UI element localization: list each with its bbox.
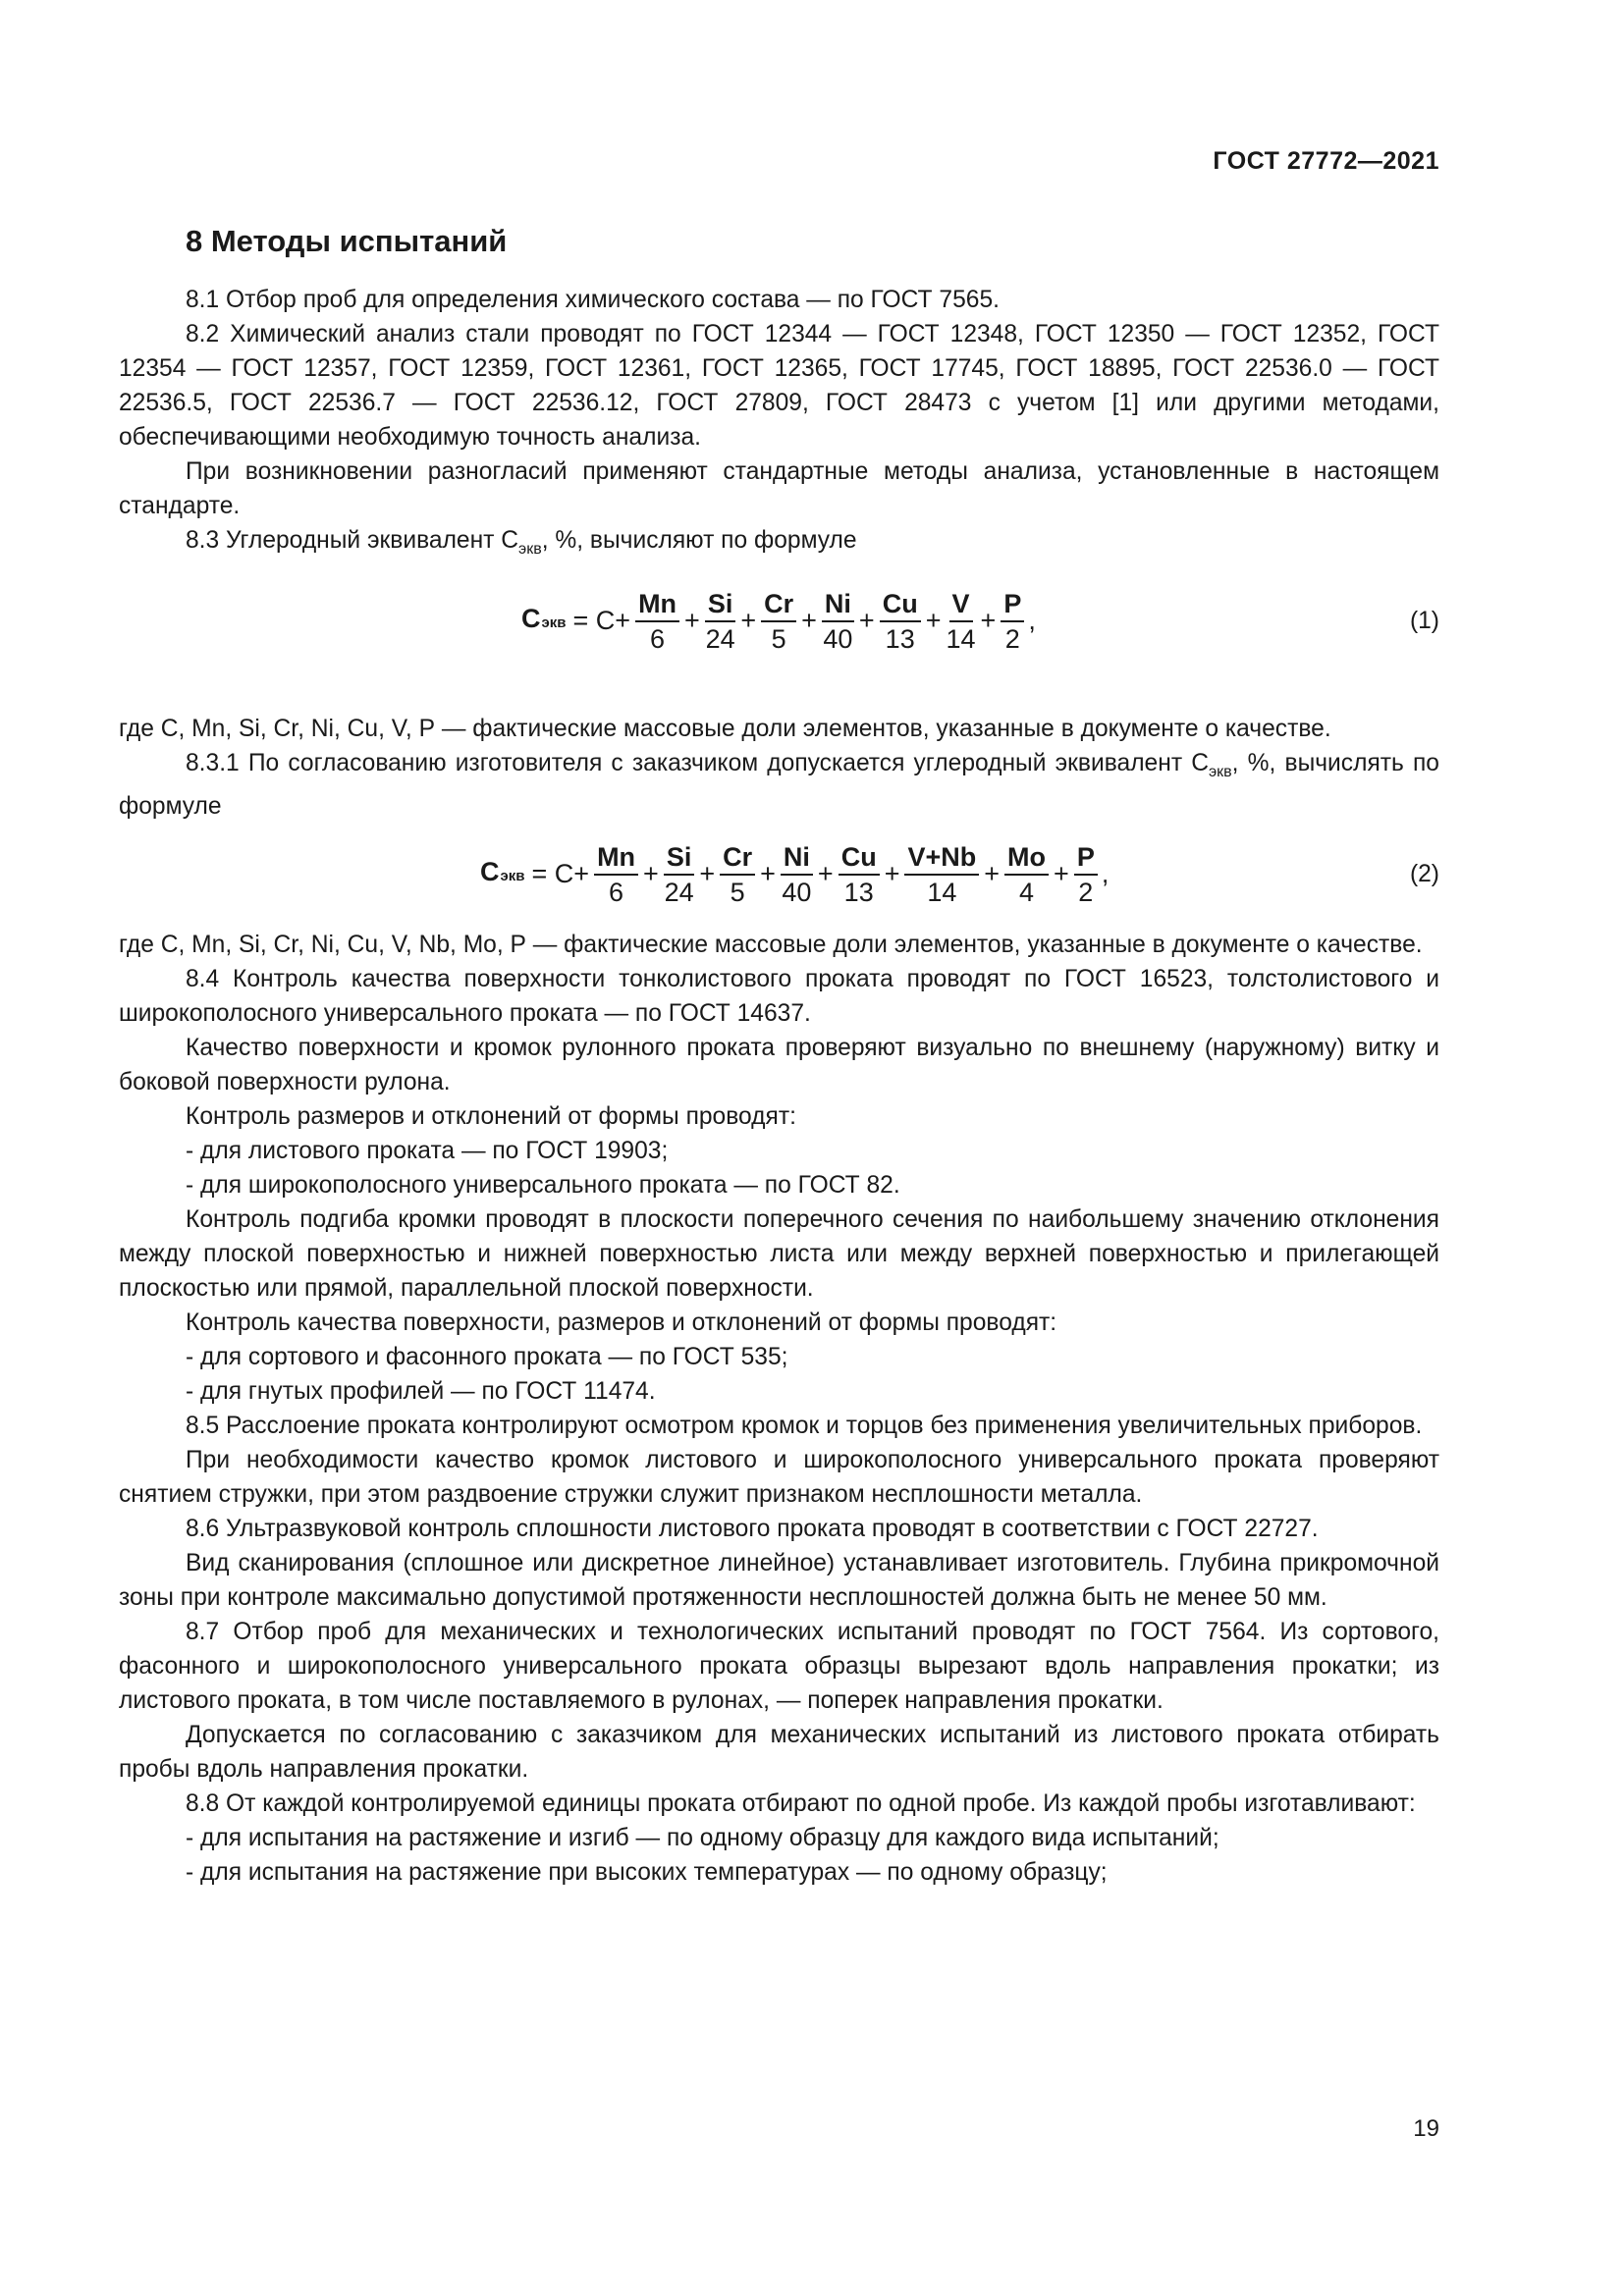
fraction-cr <box>761 587 796 656</box>
formula-1-row <box>119 578 1439 665</box>
list-item: - для испытания на растяжение и изгиб — по одному образцу для каждого вида испытаний; <box>186 1824 1219 1851</box>
fraction-mo <box>1004 840 1049 909</box>
section-title: 8 Методы испытаний <box>186 224 508 258</box>
fraction-numerator: Cu <box>839 840 880 876</box>
plus-sign: + <box>1054 859 1069 889</box>
fraction-denominator: 6 <box>650 623 666 654</box>
fraction-numerator: Cr <box>720 840 755 876</box>
page-content <box>119 222 1439 1890</box>
formula-lhs <box>480 855 525 893</box>
paragraph-coil-surface: Качество поверхности и кромок рулонного проката проверяют визуально по внешнему (наружному) витку и боковой поверхности рулона. <box>119 1034 1439 1095</box>
fraction-mn <box>635 587 679 656</box>
fraction-numerator: Cr <box>761 587 796 622</box>
formula-equals: = С+ <box>531 859 590 889</box>
text-fragment: , %, вычислять по формуле <box>119 749 1439 820</box>
plus-sign: + <box>858 606 875 636</box>
fraction-ni <box>822 587 854 656</box>
list-item: - для листового проката — по ГОСТ 19903; <box>186 1137 669 1164</box>
formula-lhs-symbol: С <box>521 604 541 634</box>
fraction-denominator: 13 <box>843 877 874 907</box>
paragraph-surface-control: Контроль качества поверхности, размеров и отклонений от формы проводят: <box>186 1308 1057 1336</box>
fraction-numerator: Ni <box>822 587 854 622</box>
fraction-v <box>946 587 975 656</box>
fraction-denominator: 2 <box>1078 877 1094 907</box>
paragraph-scanning: Вид сканирования (сплошное или дискретное линейное) устанавливает изготовитель. Глубина прикромочной зоны при контроле максимально допустимой протяженности несплошностей должна быть не менее 50 мм. <box>119 1549 1439 1611</box>
page-number: 19 <box>1413 2115 1439 2142</box>
fraction-si <box>664 840 695 909</box>
plus-sign: + <box>699 859 716 889</box>
fraction-numerator: Ni <box>781 840 813 876</box>
fraction-numerator: P <box>1001 587 1024 622</box>
fraction-numerator: Mn <box>594 840 638 876</box>
paragraph-dimension-control: Контроль размеров и отклонений от формы проводят: <box>186 1102 796 1130</box>
text-fragment: 8.3 Углеродный эквивалент С <box>186 527 519 554</box>
fraction-denominator: 4 <box>1019 877 1035 907</box>
plus-sign: + <box>980 606 997 636</box>
plus-sign: + <box>925 606 942 636</box>
paragraph-where-2: где С, Mn, Si, Cr, Ni, Cu, V, Nb, Mo, Р — фактические массовые доли элементов, указанные в документе о качестве. <box>119 931 1423 958</box>
paragraph-chip-test: При необходимости качество кромок листового и широкополосного универсального проката проверяют снятием стружки, при этом раздвоение стружки служит признаком несплошности металла. <box>119 1446 1439 1508</box>
plus-sign: + <box>740 606 757 636</box>
subscript-ekv: экв <box>518 540 542 558</box>
document-code-header: ГОСТ 27772—2021 <box>1213 147 1439 175</box>
formula-equals: = С+ <box>572 606 631 636</box>
plus-sign: + <box>817 859 834 889</box>
paragraph-disagreements: При возникновении разногласий применяют стандартные методы анализа, установленные в настоящем стандарте. <box>119 458 1439 519</box>
fraction-numerator: Si <box>664 840 695 876</box>
fraction-denominator: 24 <box>664 877 694 907</box>
fraction-denominator: 5 <box>771 623 786 654</box>
paragraph-8-5: 8.5 Расслоение проката контролируют осмотром кромок и торцов без применения увеличительных приборов. <box>186 1412 1423 1439</box>
list-item: - для гнутых профилей — по ГОСТ 11474. <box>186 1377 656 1405</box>
formula-lhs-subscript: экв <box>541 614 567 632</box>
fraction-denominator: 6 <box>609 877 624 907</box>
plus-sign: + <box>684 606 700 636</box>
formula-comma: , <box>1101 859 1110 889</box>
fraction-v-nb <box>904 840 979 909</box>
plus-sign: + <box>884 859 900 889</box>
equation-number-1: (1) <box>1409 608 1439 635</box>
fraction-numerator: Mn <box>635 587 679 622</box>
formula-2 <box>480 840 1109 909</box>
fraction-p <box>1074 840 1098 909</box>
paragraph-edge-bend: Контроль подгиба кромки проводят в плоскости поперечного сечения по наибольшему значению отклонения между плоской поверхностью и нижней поверхностью листа или между верхней поверхностью и прилегающей плоскостью или прямой, параллельной плоской поверхности. <box>119 1205 1439 1302</box>
fraction-numerator: Cu <box>880 587 921 622</box>
formula-lhs-subscript: экв <box>500 868 525 885</box>
paragraph-8-1: 8.1 Отбор проб для определения химического состава — по ГОСТ 7565. <box>186 287 1000 313</box>
fraction-denominator: 2 <box>1004 623 1020 654</box>
paragraph-where-1: где С, Mn, Si, Cr, Ni, Cu, V, Р — фактические массовые доли элементов, указанные в документе о качестве. <box>119 715 1331 742</box>
paragraph-8-6: 8.6 Ультразвуковой контроль сплошности листового проката проводят в соответствии с ГОСТ 22727. <box>186 1515 1319 1542</box>
fraction-numerator: P <box>1074 840 1098 876</box>
fraction-numerator: V <box>949 587 973 622</box>
fraction-cr <box>720 840 755 909</box>
formula-comma: , <box>1028 606 1036 636</box>
paragraph-8-7: 8.7 Отбор проб для механических и технологических испытаний проводят по ГОСТ 7564. Из сортового, фасонного и широкополосного универсального проката образцы вырезают вдоль направления прокатки; из листового проката, в том числе поставляемого в рулонах, — поперек направления прокатки. <box>119 1618 1439 1714</box>
plus-sign: + <box>984 859 1001 889</box>
paragraph-8-3-1 <box>119 746 1439 824</box>
formula-lhs-symbol: С <box>480 857 500 887</box>
text-fragment: 8.3.1 По согласованию изготовителя с заказчиком допускается углеродный эквивалент С <box>186 749 1209 776</box>
paragraph-sampling-direction: Допускается по согласованию с заказчиком для механических испытаний из листового проката отбирать пробы вдоль направления прокатки. <box>119 1721 1439 1783</box>
equation-number-2: (2) <box>1409 861 1439 888</box>
fraction-mn <box>594 840 638 909</box>
formula-1 <box>521 587 1036 656</box>
fraction-denominator: 24 <box>705 623 735 654</box>
text-fragment: , %, вычисляют по формуле <box>541 527 857 554</box>
list-item: - для испытания на растяжение при высоких температурах — по одному образцу; <box>186 1858 1108 1886</box>
fraction-denominator: 40 <box>823 623 853 654</box>
fraction-denominator: 14 <box>946 623 976 654</box>
paragraph-8-8: 8.8 От каждой контролируемой единицы проката отбирают по одной пробе. Из каждой пробы изготавливают: <box>186 1789 1416 1817</box>
formula-2-row <box>119 831 1439 918</box>
fraction-ni <box>781 840 813 909</box>
fraction-denominator: 14 <box>927 877 957 907</box>
paragraph-8-4: 8.4 Контроль качества поверхности тонколистового проката проводят по ГОСТ 16523, толстолистового и широкополосного универсального проката — по ГОСТ 14637. <box>119 965 1439 1027</box>
fraction-numerator: Si <box>705 587 736 622</box>
formula-lhs <box>521 602 567 640</box>
paragraph-8-3 <box>119 523 1439 566</box>
plus-sign: + <box>643 859 659 889</box>
plus-sign: + <box>801 606 817 636</box>
fraction-cu <box>880 587 921 656</box>
fraction-denominator: 5 <box>730 877 745 907</box>
fraction-si <box>705 587 736 656</box>
list-item: - для широкополосного универсального проката — по ГОСТ 82. <box>186 1171 900 1199</box>
fraction-denominator: 13 <box>885 623 915 654</box>
fraction-p <box>1001 587 1024 656</box>
fraction-cu <box>839 840 880 909</box>
paragraph-8-2: 8.2 Химический анализ стали проводят по ГОСТ 12344 — ГОСТ 12348, ГОСТ 12350 — ГОСТ 12352, ГОСТ 12354 — ГОСТ 12357, ГОСТ 12359, ГОСТ 12361, ГОСТ 12365, ГОСТ 17745, ГОСТ 18895, ГОСТ 22536.0 — ГОСТ 22536.5, ГОСТ 22536.7 — ГОСТ 22536.12, ГОСТ 27809, ГОСТ 28473 с учетом [1] или другими методами, обеспечивающими необходимую точность анализа. <box>119 321 1439 451</box>
fraction-denominator: 40 <box>782 877 812 907</box>
subscript-ekv: экв <box>1209 763 1232 780</box>
fraction-numerator: V+Nb <box>904 840 979 876</box>
list-item: - для сортового и фасонного проката — по ГОСТ 535; <box>186 1343 788 1370</box>
fraction-numerator: Mo <box>1004 840 1049 876</box>
plus-sign: + <box>760 859 776 889</box>
